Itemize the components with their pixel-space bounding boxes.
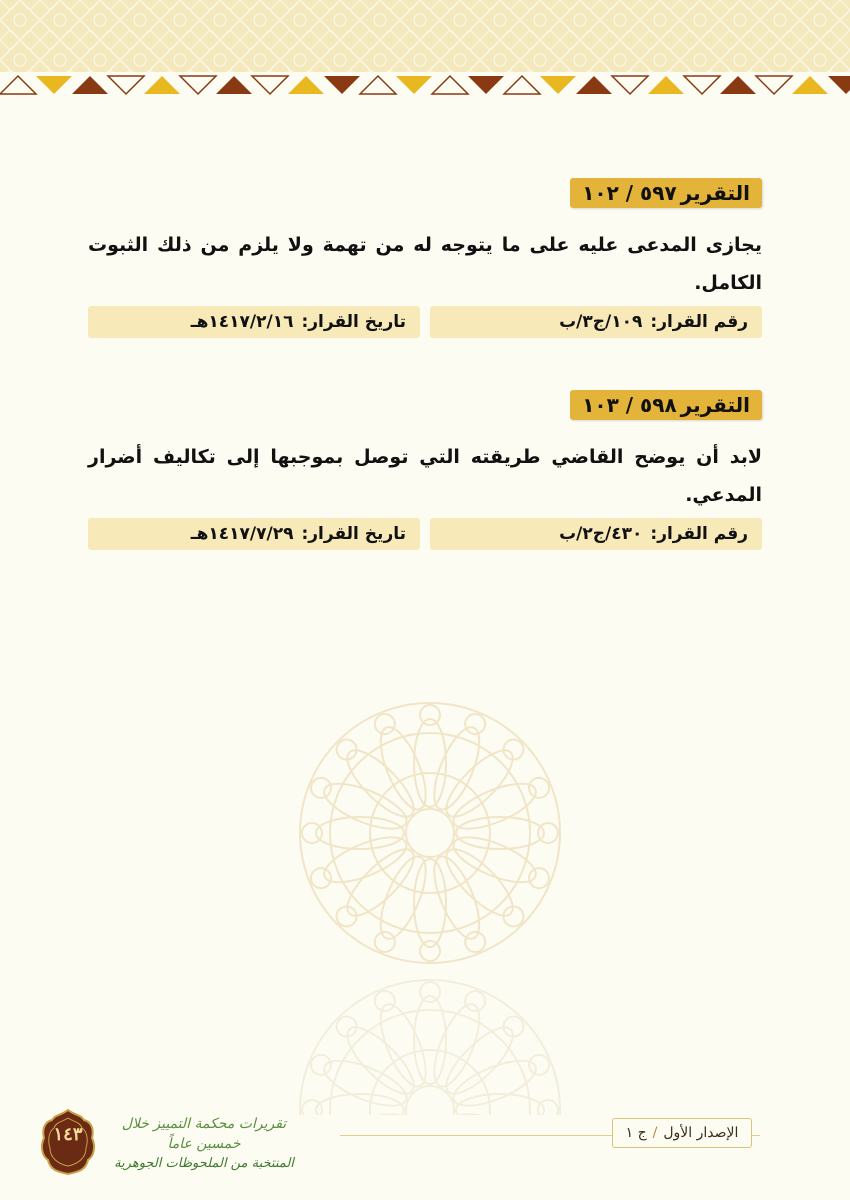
decision-number-box xyxy=(430,306,762,338)
rosette-bead xyxy=(538,1100,558,1115)
rosette-bead xyxy=(529,868,549,888)
rosette-ring xyxy=(370,773,490,893)
decision-number-label: رقم القرار: xyxy=(650,524,748,544)
rosette-ring xyxy=(406,809,454,857)
rosette-bead xyxy=(375,714,395,734)
entry-header xyxy=(570,178,762,208)
decision-number-value: ٤٣٠/ج٢/ب xyxy=(559,524,643,544)
page-number: ١٤٣ xyxy=(53,1124,83,1145)
rosette-petal xyxy=(437,1018,522,1103)
rosette-bead xyxy=(311,868,331,888)
book-title-line1: تقريرات محكمة التمييز خلال خمسين عاماً xyxy=(121,1116,287,1152)
rosette-bead xyxy=(420,982,440,1002)
rosette-bead xyxy=(420,941,440,961)
entry-title: التقرير xyxy=(680,393,750,417)
rosette-bead xyxy=(375,932,395,952)
footer-volume: ج ١ xyxy=(625,1125,647,1141)
entry-title: التقرير xyxy=(680,181,750,205)
rosette-ring xyxy=(300,980,560,1115)
rosette-bead xyxy=(420,705,440,725)
decision-date-box xyxy=(88,518,420,550)
decision-number-value: ١٠٩/ج٣/ب xyxy=(559,312,643,332)
rosette-bead xyxy=(465,932,485,952)
rosette-bead xyxy=(311,778,331,798)
decision-date-value: ١٤١٧/٧/٢٩هـ xyxy=(190,524,294,544)
footer-section-label: الإصدار الأول / ج ١ xyxy=(612,1118,752,1148)
rosette-petal xyxy=(319,828,413,891)
rosette-petal xyxy=(448,1105,542,1115)
decision-date-label: تاريخ القرار: xyxy=(301,312,406,332)
rosette-petal xyxy=(319,1052,413,1115)
rosette-ring xyxy=(330,733,530,933)
rosette-petal xyxy=(338,840,423,925)
rosette-bead xyxy=(465,991,485,1011)
book-title-line2: المنتخبة من الملحوظات الجوهرية xyxy=(114,1156,294,1171)
rosette-petal xyxy=(425,999,488,1093)
book-title xyxy=(104,1114,304,1174)
rosette-petal xyxy=(425,851,488,945)
entry-number: ٥٩٨ / ١٠٣ xyxy=(582,393,677,417)
rosette-petal xyxy=(437,840,522,925)
decision-number-label: رقم القرار: xyxy=(650,312,748,332)
entry-text: يجازى المدعى عليه على ما يتوجه له من تهمة ولا يلزم من ذلك الثبوت الكامل. xyxy=(88,234,762,294)
rosette-petal xyxy=(338,1018,423,1103)
rosette-bead xyxy=(538,823,558,843)
rosette-ornament-icon xyxy=(285,688,575,978)
footer-section: الإصدار الأول xyxy=(663,1125,739,1141)
lattice-pattern-icon xyxy=(0,0,850,80)
rosette-bead xyxy=(302,823,322,843)
decision-date-box xyxy=(88,306,420,338)
rosette-petal xyxy=(448,1052,542,1115)
decision-date-value: ١٤١٧/٢/١٦هـ xyxy=(190,312,294,332)
rosette-petal xyxy=(319,1105,413,1115)
rosette-bead xyxy=(529,1055,549,1075)
rosette-bead xyxy=(529,778,549,798)
decision-date-label: تاريخ القرار: xyxy=(301,524,406,544)
zigzag-border-icon xyxy=(0,72,850,102)
rosette-reflection-icon xyxy=(285,965,575,1115)
rosette-bead xyxy=(302,1100,322,1115)
rosette-petal xyxy=(448,828,542,891)
rosette-petal xyxy=(372,999,435,1093)
decision-number-box xyxy=(430,518,762,550)
entry-text: لابد أن يوضح القاضي طريقته التي توصل بموجبها إلى تكاليف أضرار المدعي. xyxy=(88,446,762,506)
entry-number: ٥٩٧ / ١٠٢ xyxy=(582,181,677,205)
rosette-bead xyxy=(311,1055,331,1075)
rosette-petal xyxy=(425,722,488,816)
rosette-petal xyxy=(319,775,413,838)
rosette-petal xyxy=(372,851,435,945)
rosette-bead xyxy=(375,991,395,1011)
top-ornament-band xyxy=(0,0,850,80)
rosette-bead xyxy=(465,714,485,734)
rosette-petal xyxy=(448,775,542,838)
rosette-petal xyxy=(338,741,423,826)
rosette-petal xyxy=(437,741,522,826)
rosette-petal xyxy=(372,722,435,816)
entry-header xyxy=(570,390,762,420)
